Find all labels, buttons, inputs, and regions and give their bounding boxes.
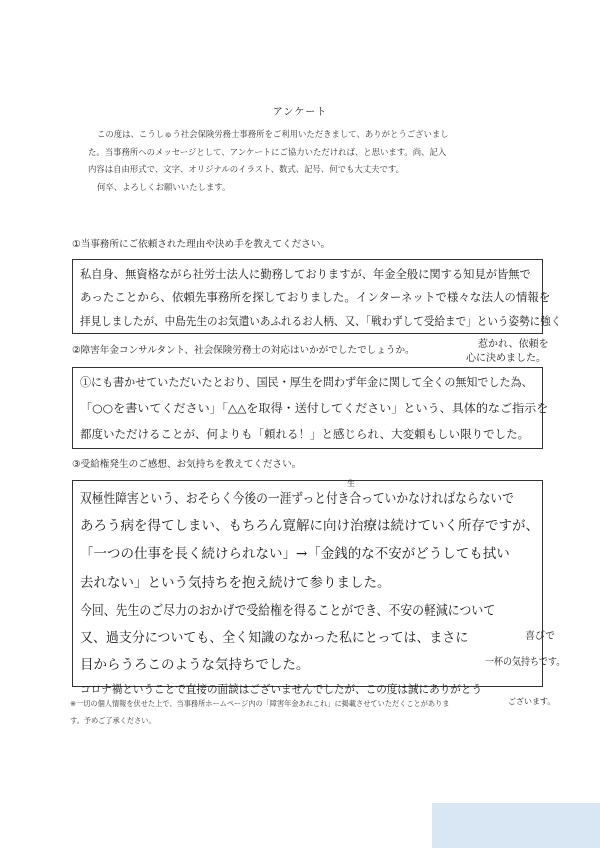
answer-3-margin-note-2: 一杯の気持ちです。 xyxy=(485,657,566,668)
answer-3-line-6: 又、過支分についても、全く知識のなかった私にとっては、まさに xyxy=(80,630,469,646)
intro-line-3: 内容は自由形式で、文字、オリジナルのイラスト、数式、記号、何でも大丈夫です。 xyxy=(88,164,404,174)
answer-3-ruby: 生 xyxy=(347,479,355,488)
footnote-line-1: ※一切の個人情報を伏せた上で、当事務所ホームページ内の「障害年金あれこれ」に掲載させていただくことがありま xyxy=(70,699,450,708)
answer-3-line-2: あろう病を得てしまい、もちろん寛解に向け治療は続けていく所存ですが、 xyxy=(80,518,539,534)
answer-1-margin-note-1: 惹かれ、依頼を xyxy=(478,339,549,350)
answer-3-line-4: 去れない」という気持ちを抱え続けて参りました。 xyxy=(80,575,391,591)
answer-3-margin-note-1: 喜びで xyxy=(525,631,555,642)
answer-2-line-2: 「○○を書いてください」「△△を取得・送付してください」という、具体的なご指示を xyxy=(80,401,549,415)
intro-text xyxy=(88,126,518,196)
answer-3-line-8: コロナ禍ということで直接の面談はございませんでしたが、この度は誠にありがとう xyxy=(80,682,483,696)
answer-3-line-1: 双極性障害という、おそらく今後の一涯ずっと付き合っていかなければならないで xyxy=(80,491,514,507)
scan-tab-mark xyxy=(432,803,600,848)
intro-line-1: この度は、こうしゅう社会保険労務士事務所をご利用いただきまして、ありがとうございまし xyxy=(97,129,449,139)
footnote-line-2: す。予めご了承ください。 xyxy=(70,716,156,725)
answer-2-line-3: 都度いただけることが、何よりも「頼れる！」と感じられ、大変頼もしい限りでした。 xyxy=(80,427,530,441)
question-1-label: ①当事務所にご依頼された理由や決め手を教えてください。 xyxy=(72,239,331,250)
answer-3-margin-note-3: ございます。 xyxy=(508,697,556,706)
answer-1-line-3: 拝見しましたが、中島先生のお気遣いあふれるお人柄、又、「戦わずして受給まで」という姿勢に強く xyxy=(80,314,562,328)
answer-1-margin-note-2: 心に決めました。 xyxy=(466,353,546,364)
answer-3-line-7: 目からうろこのような気持ちでした。 xyxy=(80,657,310,673)
page-title: アンケート xyxy=(272,107,328,118)
intro-line-4: 何卒、よろしくお願いいたします。 xyxy=(97,181,231,192)
intro-line-2: た。当事務所へのメッセージとして、アンケートにご協力いただければ、と思います。尚、記入 xyxy=(88,146,447,157)
footnote xyxy=(70,695,540,729)
answer-1-line-1: 私自身、無資格ながら社労士法人に勤務しておりますが、年金全般に関する知見が皆無で xyxy=(80,267,531,281)
question-3-label: ③受給権発生のご感想、お気持ちを教えてください。 xyxy=(72,459,302,470)
question-2-label: ②障害年金コンサルタント、社会保険労務士の対応はいかがでしたでしょうか。 xyxy=(72,345,415,356)
answer-1-line-2: あったことから、依頼先事務所を探しておりました。インターネットで様々な法人の情報を xyxy=(80,290,551,304)
answer-3-line-5: 今回、先生のご尽力のおかげで受給権を得ることができ、不安の軽減について xyxy=(80,603,496,619)
answer-2-line-1: ①にも書かせていただいたとおり、国民・厚生を問わず年金に関して全くの無知でした為、 xyxy=(80,375,533,389)
answer-3-line-3: 「一つの仕事を長く続けられない」→「金銭的な不安がどうしても拭い xyxy=(80,546,510,562)
